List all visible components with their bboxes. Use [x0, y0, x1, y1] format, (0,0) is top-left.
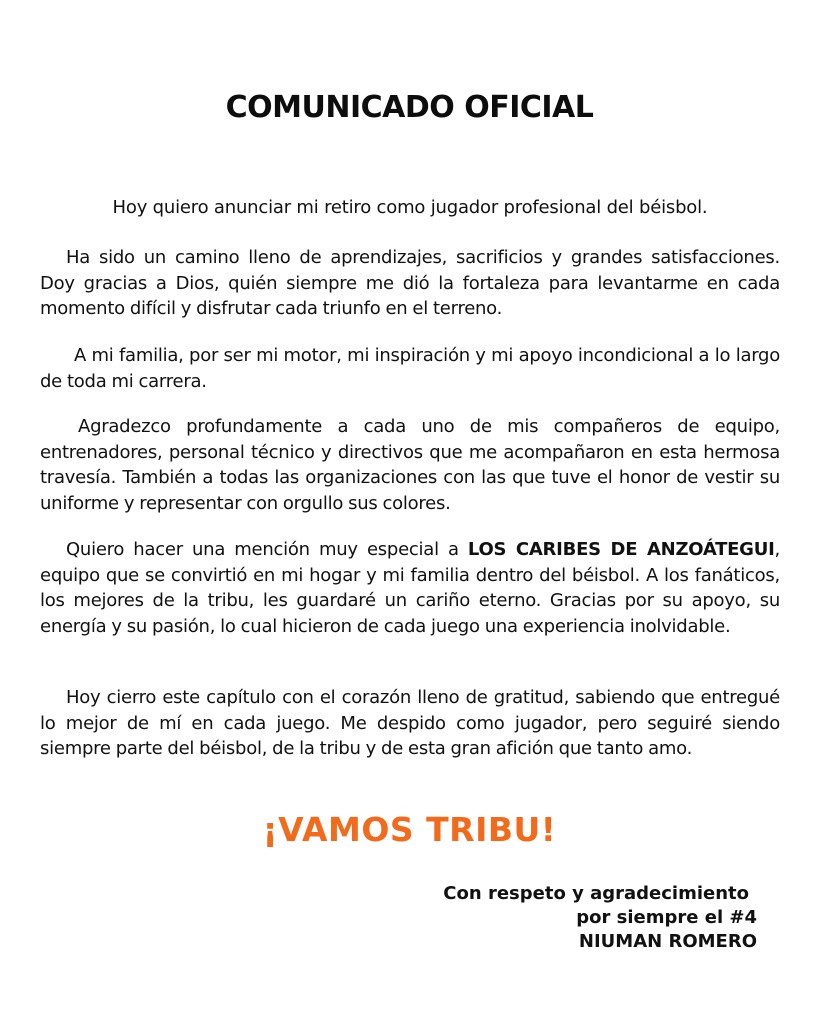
signature-block: [443, 882, 757, 954]
paragraph-teammates: Agradezco profundamente a cada uno de mis compañeros de equipo, entrenadores, personal técnico y directivos que me acompañaron en esta hermosa travesía. También a todas las organizaciones con las que tuve el honor de vestir su uniforme y representar con orgullo sus colores.: [40, 416, 780, 514]
signature-line-2: por siempre el #4: [576, 907, 757, 928]
paragraph-caribes: [40, 537, 780, 639]
page-title: COMUNICADO OFICIAL: [225, 90, 594, 125]
signature-name: NIUMAN ROMERO: [578, 931, 757, 952]
signature-line-1: Con respeto y agradecimiento: [443, 883, 749, 904]
slogan: ¡VAMOS TRIBU!: [262, 810, 557, 849]
paragraph-caribes-start: Quiero hacer una mención muy especial a: [66, 539, 468, 560]
intro-paragraph: Hoy quiero anunciar mi retiro como jugador profesional del béisbol.: [112, 197, 708, 218]
paragraph-family: A mi familia, por ser mi motor, mi inspiración y mi apoyo incondicional a lo largo de toda mi carrera.: [40, 345, 780, 392]
team-name: LOS CARIBES DE ANZOÁTEGUI: [467, 539, 775, 560]
paragraph-caribes-end: , equipo que se convirtió en mi hogar y mi familia dentro del béisbol. A los fanáticos, los mejores de la tribu, les guardaré un cariño eterno. Gracias por su apoyo, su energía y su pasión, lo cual hicieron de cada juego una experiencia inolvidable.: [40, 539, 780, 637]
paragraph-farewell: Hoy cierro este capítulo con el corazón lleno de gratitud, sabiendo que entregué lo mejor de mí en cada juego. Me despido como jugador, pero seguiré siendo siempre parte del béisbol, de la tribu y de esta gran afición que tanto amo.: [40, 687, 780, 759]
paragraph-gratitude-god: Ha sido un camino lleno de aprendizajes, sacrificios y grandes satisfacciones. Doy gracias a Dios, quién siempre me dió la fortaleza para levantarme en cada momento difícil y disfrutar cada triunfo en el terreno.: [40, 247, 780, 319]
